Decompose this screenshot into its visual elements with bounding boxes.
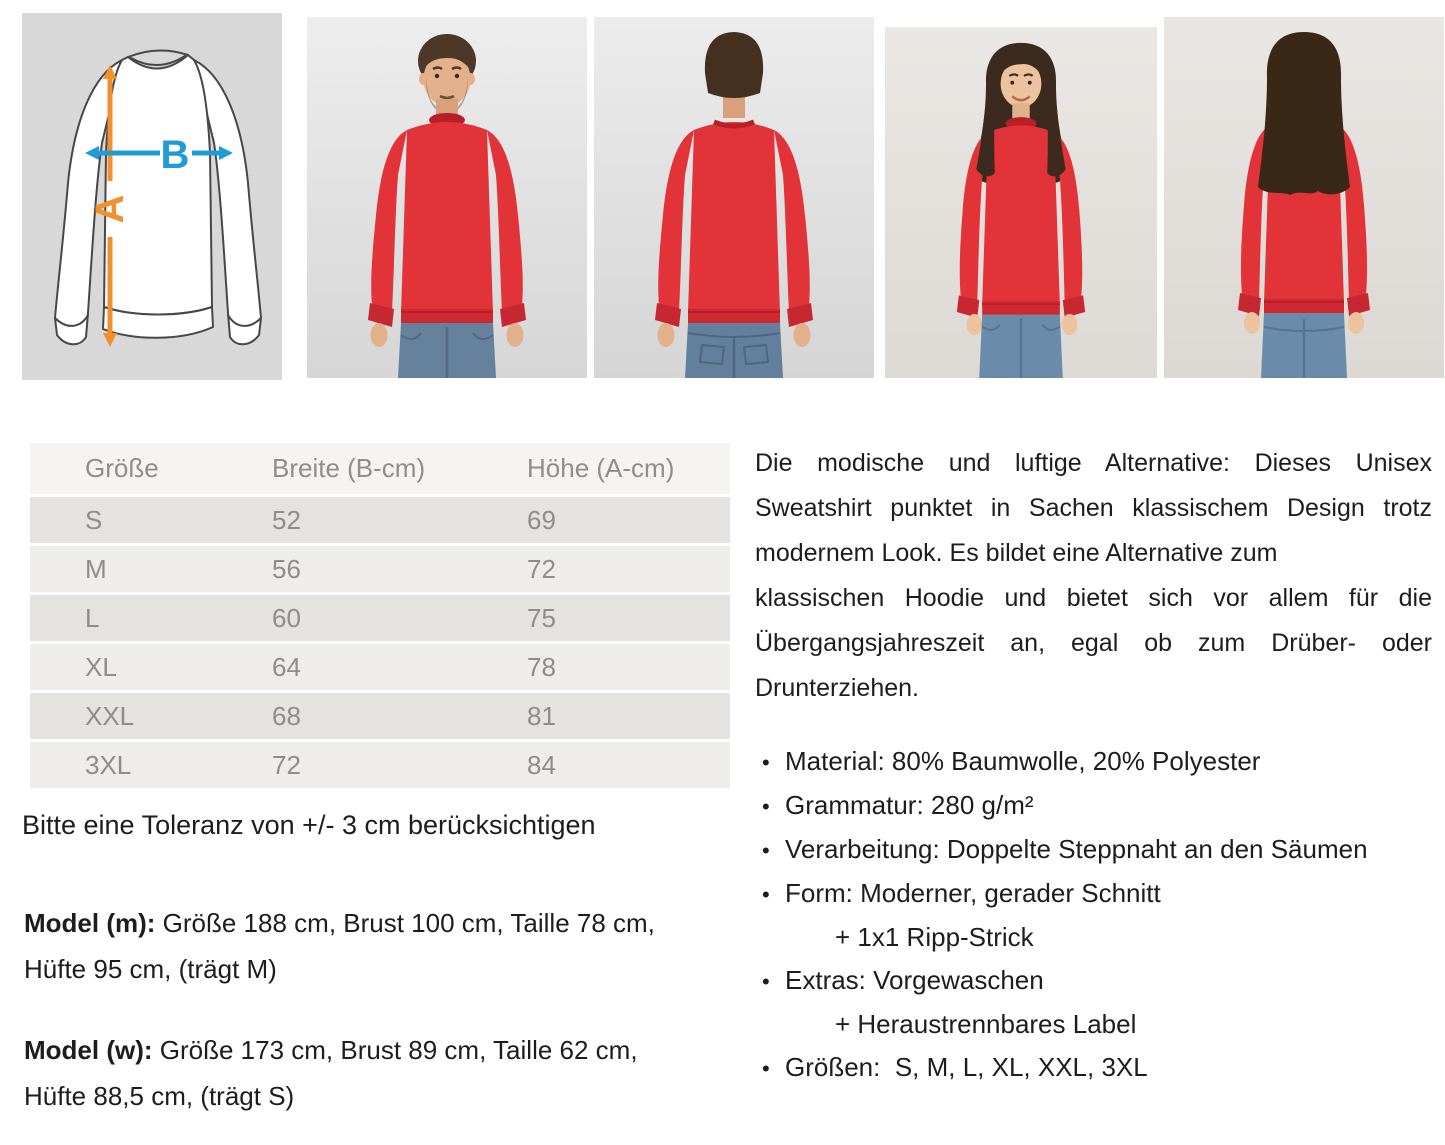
model-info-female: Model (w): Größe 173 cm, Brust 89 cm, Taille 62 cm, Hüfte 88,5 cm, (trägt S): [24, 1035, 638, 1111]
photo-man-front: [307, 17, 587, 378]
model-m-label: Model (m):: [24, 908, 156, 938]
width-label-b: B: [160, 133, 190, 177]
feature-item: • Grammatur: 280 g/m²: [755, 784, 1445, 828]
product-description: [755, 441, 1432, 711]
feature-item: • Verarbeitung: Doppelte Steppnaht an den Säumen: [755, 828, 1445, 872]
table-row: L 60 75: [30, 595, 730, 644]
bullet-icon: •: [762, 750, 770, 775]
table-row: XL 64 78: [30, 644, 730, 693]
table-row: S 52 69: [30, 497, 730, 546]
tolerance-note: Bitte eine Toleranz von +/- 3 cm berücksichtigen: [22, 810, 596, 840]
table-row: M 56 72: [30, 546, 730, 595]
feature-item-continuation: + 1x1 Ripp-Strick: [835, 922, 1034, 952]
table-row: XXL 68 81: [30, 693, 730, 742]
bullet-icon: •: [762, 838, 770, 863]
height-label-a: A: [88, 194, 132, 224]
feature-item: • Größen: S, M, L, XL, XXL, 3XL: [755, 1046, 1445, 1090]
feature-item: • Form: Moderner, gerader Schnitt: [755, 872, 1445, 916]
sweatshirt-measurement-diagram: [22, 13, 282, 380]
description-line: klassischen Hoodie und bietet sich vor allem für die: [755, 584, 1432, 612]
description-line: Die modische und luftige Alternative: Dieses Unisex: [755, 449, 1432, 477]
photo-man-back: [592, 17, 876, 378]
description-line: modernem Look. Es bildet eine Alternative zum: [755, 539, 1278, 567]
model-w-label: Model (w):: [24, 1035, 153, 1065]
bullet-icon: •: [762, 882, 770, 907]
col-header-size: Größe: [85, 453, 159, 483]
photo-woman-front: [885, 17, 1157, 378]
table-row: 3XL 72 84: [30, 742, 730, 791]
size-table-header-row: [30, 443, 730, 497]
feature-item: • Material: 80% Baumwolle, 20% Polyester: [755, 740, 1445, 784]
col-header-width: Breite (B-cm): [272, 453, 426, 483]
feature-item: • Extras: Vorgewaschen: [755, 959, 1445, 1003]
feature-list: [755, 740, 1445, 1090]
model-info-male: Model (m): Größe 188 cm, Brust 100 cm, Taille 78 cm, Hüfte 95 cm, (trägt M): [24, 908, 655, 984]
bullet-icon: •: [762, 794, 770, 819]
description-line: Drunterziehen.: [755, 674, 919, 702]
bullet-icon: •: [762, 1056, 770, 1081]
size-table: [30, 443, 730, 791]
description-line: Sweatshirt punktet in Sachen klassischem Design trotz: [755, 494, 1432, 522]
photo-woman-back: [1163, 17, 1445, 378]
man-back-photo-illustration: [592, 17, 876, 378]
bullet-icon: •: [762, 969, 770, 994]
col-header-height: Höhe (A-cm): [527, 453, 675, 483]
size-diagram-panel: [22, 13, 282, 380]
woman-front-photo-illustration: [885, 17, 1157, 378]
man-front-photo-illustration: [307, 17, 587, 378]
description-line: Übergangsjahreszeit an, egal ob zum Drüber- oder: [755, 629, 1432, 657]
feature-item-continuation: + Heraustrennbares Label: [835, 1009, 1137, 1039]
woman-back-photo-illustration: [1163, 17, 1445, 378]
